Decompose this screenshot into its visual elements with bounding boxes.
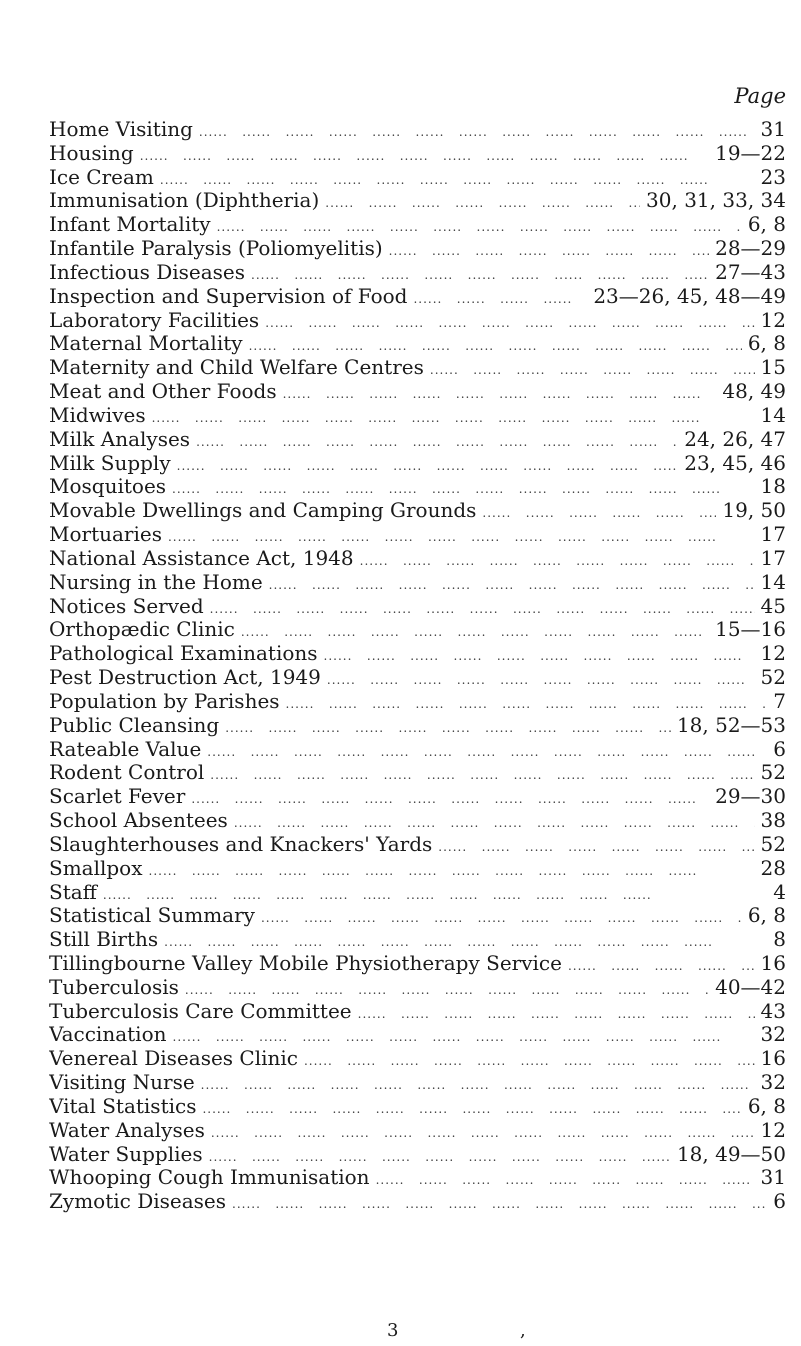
- index-entry: [49, 666, 786, 690]
- index-pages: 31: [760, 1166, 786, 1190]
- index-entry: [49, 189, 786, 213]
- dot-leader: [177, 455, 679, 476]
- index-pages: 15—16: [715, 618, 786, 642]
- index-pages: 23: [760, 165, 786, 189]
- index-term: Water Analyses: [49, 1118, 205, 1142]
- dot-leader: [327, 669, 755, 690]
- index-pages: 18, 49—50: [676, 1142, 786, 1166]
- index-entry: [49, 1143, 786, 1167]
- index-entry: [49, 118, 786, 142]
- index-entry: [49, 356, 786, 380]
- dot-leader: [482, 502, 716, 523]
- dot-leader: [209, 1146, 671, 1167]
- index-term: Meat and Other Foods: [49, 380, 277, 404]
- dot-leader: [168, 526, 755, 547]
- dot-leader: [249, 335, 742, 356]
- index-term: Rateable Value: [49, 737, 202, 761]
- index-term: Pest Destruction Act, 1949: [49, 666, 321, 690]
- dot-leader: [413, 288, 587, 309]
- index-term: Water Supplies: [49, 1142, 203, 1166]
- index-term: Mosquitoes: [49, 475, 167, 499]
- index-pages: 6: [773, 1190, 786, 1214]
- index-pages: 43: [760, 999, 786, 1023]
- dot-leader: [185, 979, 709, 1000]
- index-term: Maternity and Child Welfare Centres: [49, 356, 424, 380]
- index-entry: [49, 1190, 786, 1214]
- index-pages: 19, 50: [722, 499, 786, 523]
- index-term: Laboratory Facilities: [49, 308, 260, 332]
- index-pages: 38: [760, 809, 786, 833]
- index-entry: [49, 285, 786, 309]
- index-entry: [49, 618, 786, 642]
- index-pages: 15: [760, 356, 786, 380]
- index-term: Mortuaries: [49, 523, 162, 547]
- dot-leader: [251, 264, 709, 285]
- index-term: Maternal Mortality: [49, 332, 243, 356]
- index-pages: 45: [760, 594, 786, 618]
- index-term: Tuberculosis: [49, 975, 179, 999]
- index-term: Smallpox: [49, 856, 143, 880]
- index-pages: 28—29: [715, 237, 786, 261]
- index-term: Notices Served: [49, 594, 204, 618]
- index-entry: [49, 881, 786, 905]
- index-term: Public Cleansing: [49, 713, 220, 737]
- index-pages: 6, 8: [747, 1094, 786, 1118]
- index-pages: 6: [773, 737, 786, 761]
- index-term: National Assistance Act, 1948: [49, 546, 354, 570]
- dot-leader: [210, 764, 754, 785]
- index-entry: [49, 166, 786, 190]
- index-entry: [49, 332, 786, 356]
- index-entry: [49, 547, 786, 571]
- index-entry: [49, 928, 786, 952]
- dot-leader: [172, 478, 755, 499]
- dot-leader: [152, 407, 755, 428]
- dot-leader: [304, 1050, 755, 1071]
- dot-leader: [283, 383, 717, 404]
- index-term: Orthopædic Clinic: [49, 618, 235, 642]
- index-term: Still Births: [49, 928, 159, 952]
- index-pages: 23—26, 45, 48—49: [593, 284, 786, 308]
- index-pages: 17: [760, 546, 786, 570]
- index-entry: [49, 428, 786, 452]
- dot-leader: [430, 359, 755, 380]
- index-term: Scarlet Fever: [49, 785, 186, 809]
- dot-leader: [164, 931, 767, 952]
- index-entry: [49, 785, 786, 809]
- dot-leader: [376, 1169, 755, 1190]
- index-entry: [49, 237, 786, 261]
- dot-leader: [140, 145, 709, 166]
- index-pages: 14: [760, 570, 786, 594]
- index-entry: [49, 761, 786, 785]
- dot-leader: [269, 574, 755, 595]
- dot-leader: [389, 240, 709, 261]
- index-term: Movable Dwellings and Camping Grounds: [49, 499, 477, 523]
- index-term: Infectious Diseases: [49, 260, 246, 284]
- dot-leader: [202, 1098, 741, 1119]
- footer-mark: ,: [520, 1320, 526, 1341]
- index-term: Inspection and Supervision of Food: [49, 284, 408, 308]
- index-pages: 14: [760, 403, 786, 427]
- index-entry: [49, 499, 786, 523]
- index-pages: 27—43: [715, 260, 786, 284]
- index-term: Milk Supply: [49, 451, 171, 475]
- dot-leader: [232, 1193, 767, 1214]
- dot-leader: [199, 121, 755, 142]
- index-term: Home Visiting: [49, 118, 193, 141]
- index-term: Statistical Summary: [49, 904, 255, 928]
- index-pages: 12: [760, 642, 786, 666]
- index-entry: [49, 1119, 786, 1143]
- index-pages: 18: [760, 475, 786, 499]
- dot-leader: [207, 741, 767, 762]
- dot-leader: [225, 717, 671, 738]
- index-term: Vaccination: [49, 1023, 167, 1047]
- dot-leader: [358, 1003, 755, 1024]
- dot-leader: [149, 860, 755, 881]
- index-entry: [49, 976, 786, 1000]
- index-pages: 16: [760, 1047, 786, 1071]
- index-entry: [49, 857, 786, 881]
- index-term: Tuberculosis Care Committee: [49, 999, 352, 1023]
- index-entry: [49, 1095, 786, 1119]
- index-term: Tillingbourne Valley Mobile Physiotherapy Service: [49, 951, 562, 975]
- dot-leader: [160, 169, 755, 190]
- index-entry: [49, 523, 786, 547]
- dot-leader: [265, 312, 754, 333]
- index-entry: [49, 595, 786, 619]
- index-entry: [49, 1000, 786, 1024]
- index-term: Rodent Control: [49, 761, 205, 785]
- dot-leader: [217, 216, 742, 237]
- index-term: Midwives: [49, 403, 146, 427]
- index-term: School Absentees: [49, 809, 228, 833]
- index-pages: 31: [760, 118, 786, 141]
- index-list: [49, 118, 786, 1214]
- index-term: Venereal Diseases Clinic: [49, 1047, 298, 1071]
- index-pages: 18, 52—53: [676, 713, 786, 737]
- index-term: Immunisation (Diphtheria): [49, 189, 320, 213]
- index-entry: [49, 690, 786, 714]
- index-pages: 52: [760, 761, 786, 785]
- index-pages: 19—22: [715, 141, 786, 165]
- index-pages: 12: [760, 1118, 786, 1142]
- index-term: Nursing in the Home: [49, 570, 263, 594]
- dot-leader: [286, 693, 768, 714]
- index-term: Whooping Cough Immunisation: [49, 1166, 370, 1190]
- index-entry: [49, 1047, 786, 1071]
- index-pages: 8: [773, 928, 786, 952]
- index-term: Housing: [49, 141, 134, 165]
- index-pages: 6, 8: [747, 904, 786, 928]
- index-entry: [49, 452, 786, 476]
- dot-leader: [191, 788, 709, 809]
- dot-leader: [196, 431, 678, 452]
- index-entry: [49, 142, 786, 166]
- index-pages: 29—30: [715, 785, 786, 809]
- index-entry: [49, 952, 786, 976]
- index-pages: 24, 26, 47: [684, 427, 786, 451]
- index-pages: 4: [773, 880, 786, 904]
- index-entry: [49, 1023, 786, 1047]
- dot-leader: [173, 1026, 755, 1047]
- index-pages: 28: [760, 856, 786, 880]
- index-pages: 16: [760, 951, 786, 975]
- index-pages: 40—42: [715, 975, 786, 999]
- dot-leader: [103, 884, 767, 905]
- index-entry: [49, 809, 786, 833]
- index-entry: [49, 833, 786, 857]
- dot-leader: [201, 1074, 755, 1095]
- dot-leader: [261, 907, 742, 928]
- index-term: Slaughterhouses and Knackers' Yards: [49, 832, 433, 856]
- index-term: Population by Parishes: [49, 689, 280, 713]
- dot-leader: [211, 1122, 755, 1143]
- index-term: Staff: [49, 880, 97, 904]
- index-term: Ice Cream: [49, 165, 154, 189]
- index-entry: [49, 1071, 786, 1095]
- index-term: Zymotic Diseases: [49, 1190, 227, 1214]
- index-pages: 17: [760, 523, 786, 547]
- dot-leader: [241, 621, 709, 642]
- index-term: Infant Mortality: [49, 213, 211, 237]
- index-entry: [49, 213, 786, 237]
- dot-leader: [568, 955, 755, 976]
- index-entry: [49, 738, 786, 762]
- index-entry: [49, 714, 786, 738]
- dot-leader: [325, 192, 640, 213]
- index-pages: 52: [760, 832, 786, 856]
- index-pages: 52: [760, 666, 786, 690]
- index-entry: [49, 1166, 786, 1190]
- dot-leader: [210, 598, 755, 619]
- index-pages: 6, 8: [747, 332, 786, 356]
- dot-leader: [438, 836, 754, 857]
- index-pages: 6, 8: [747, 213, 786, 237]
- index-term: Pathological Examinations: [49, 642, 318, 666]
- index-entry: [49, 904, 786, 928]
- page-column-heading: Page: [734, 84, 786, 108]
- dot-leader: [234, 812, 755, 833]
- page-number: 3: [387, 1320, 399, 1341]
- index-entry: [49, 642, 786, 666]
- index-entry: [49, 571, 786, 595]
- index-entry: [49, 261, 786, 285]
- index-pages: 23, 45, 46: [684, 451, 786, 475]
- dot-leader: [324, 645, 755, 666]
- index-entry: [49, 380, 786, 404]
- index-pages: 12: [760, 308, 786, 332]
- index-term: Infantile Paralysis (Poliomyelitis): [49, 237, 383, 261]
- index-term: Visiting Nurse: [49, 1071, 195, 1095]
- index-term: Vital Statistics: [49, 1094, 197, 1118]
- index-term: Milk Analyses: [49, 427, 191, 451]
- dot-leader: [360, 550, 755, 571]
- index-entry: [49, 404, 786, 428]
- index-pages: 32: [760, 1071, 786, 1095]
- index-pages: 48, 49: [722, 380, 786, 404]
- index-entry: [49, 309, 786, 333]
- index-pages: 32: [760, 1023, 786, 1047]
- index-pages: 7: [773, 689, 786, 713]
- index-entry: [49, 475, 786, 499]
- index-pages: 30, 31, 33, 34: [646, 189, 786, 213]
